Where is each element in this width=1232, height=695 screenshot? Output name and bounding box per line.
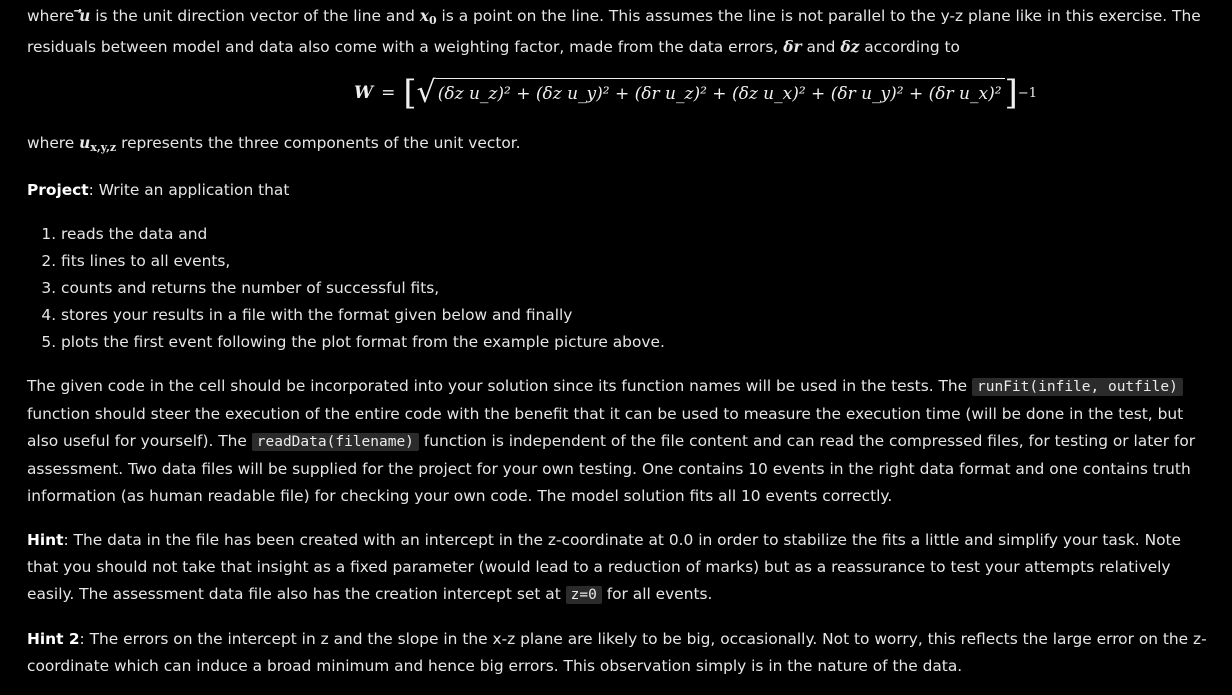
hint-paragraph: Hint: The data in the file has been created with an intercept in the z-coordinate at 0.0 in order to stabilize the fits a little and simplify your task. Note that you should not take that insight as a fixed parameter (would lead to a reduction of marks) but as a reassurance to test your attempts relatively easily. The assessment data file also has the creation intercept set at z=0 for all events.: [27, 531, 1181, 603]
project-label: Project: [27, 181, 89, 199]
point-symbol: $x_0$: [419, 7, 437, 27]
weight-formula: [27, 64, 1214, 122]
components-symbol: $u_{x,y,z}$: [79, 134, 117, 154]
list-item: 1. reads the data and: [61, 221, 1214, 248]
delta-z-symbol: δz: [840, 38, 860, 56]
list-item: 3. counts and returns the number of successful fits,: [61, 275, 1214, 302]
hint-label: Hint: [27, 531, 64, 549]
sqrt-icon: √: [416, 75, 436, 110]
formula-equals: =: [381, 82, 396, 103]
formula-radicand: (δz u_z)² + (δz u_y)² + (δr u_z)² + (δz u_x)² + (δr u_y)² + (δr u_x)²: [436, 78, 1005, 108]
hint2-label: Hint 2: [27, 630, 80, 648]
list-item: 2. fits lines to all events,: [61, 248, 1214, 275]
formula-lhs: W: [354, 82, 374, 103]
hint2-paragraph: Hint 2: The errors on the intercept in z and the slope in the x-z plane are likely to be big, occasionally. Not to worry, this reflects the large error on the z-coordinate which can induce a broad minimum and hence big errors. This observation simply is in the nature of the data.: [27, 630, 1207, 675]
project-task-list: [27, 221, 1214, 356]
formula-sqrt: [416, 75, 1005, 110]
intro-line-2: residuals between model and data also come with a weighting factor, made from the data errors, δr and δz according to: [27, 38, 960, 56]
z-intercept-code: z=0: [566, 586, 602, 604]
delta-r-symbol: δr: [783, 38, 802, 56]
unit-vector-symbol: u: [79, 7, 91, 25]
list-item: 4. stores your results in a file with the format given below and finally: [61, 302, 1214, 329]
project-heading: Project: Write an application that: [27, 181, 290, 199]
formula-close-bracket: ]: [1004, 73, 1018, 113]
given-code-paragraph: The given code in the cell should be incorporated into your solution since its function names will be used in the tests. The runFit(infile, outfile) function should steer the execution of the entire code with the benefit that it can be used to measure the execution time (will be done in the test, but also useful for yourself). The readData(filename) function is independent of the file content and can read the compressed files, for testing or later for assessment. Two data files will be supplied for the project for your own testing. One contains 10 events in the right data format and one contains truth information (as human readable file) for checking your own code. The model solution fits all 10 events correctly.: [27, 377, 1196, 505]
intro-line-1: where u is the unit direction vector of the line and $x_0$ is a point on the line. This assumes the line is not parallel to the y-z plane like in this exercise. The: [27, 7, 1201, 27]
readdata-code: readData(filename): [252, 433, 419, 451]
runfit-code: runFit(infile, outfile): [972, 378, 1183, 396]
formula-open-bracket: [: [403, 73, 417, 113]
formula-exponent: −1: [1017, 85, 1037, 101]
list-item: 5. plots the first event following the plot format from the example picture above.: [61, 329, 1214, 356]
components-line: where $u_{x,y,z}$ represents the three components of the unit vector.: [27, 134, 521, 154]
